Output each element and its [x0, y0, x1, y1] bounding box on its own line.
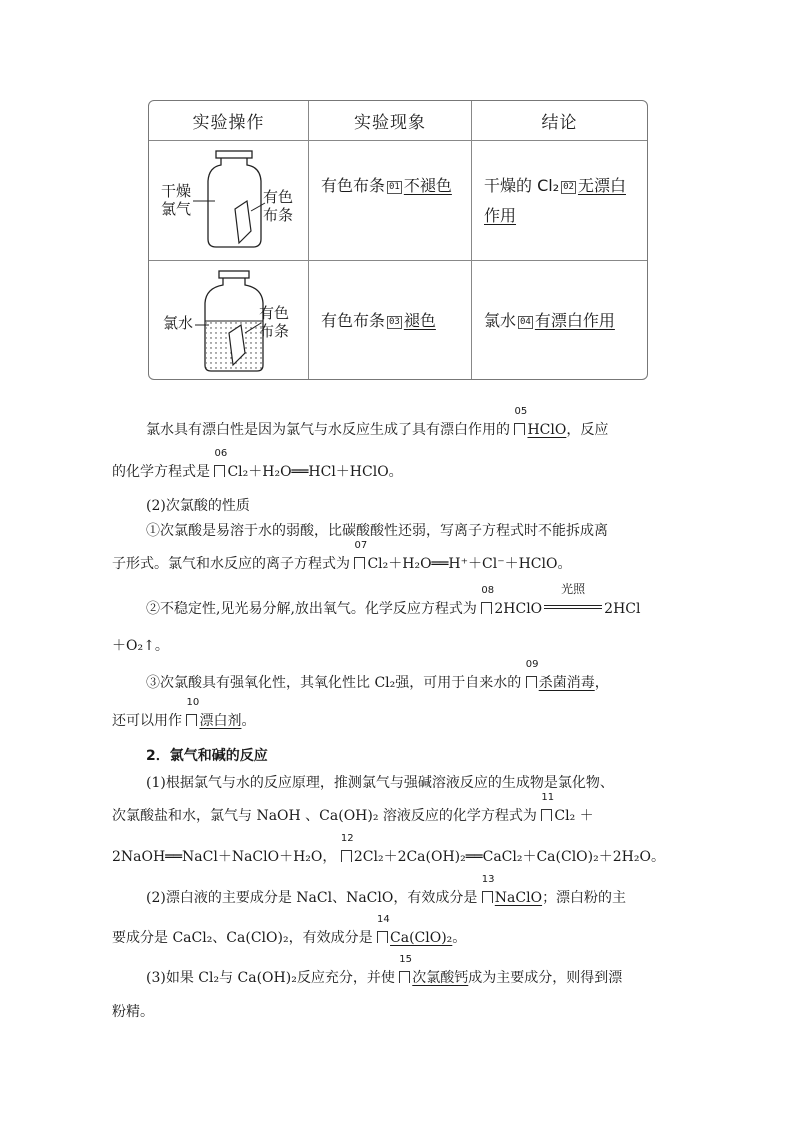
table-row [149, 261, 647, 380]
answer-blank-05: 05 HClO [514, 406, 567, 438]
phenomenon-cell-1: 有色布条 01 不褪色 [309, 141, 472, 260]
text-line: (1)根据氯气与水的反应原理，推测氯气与强碱溶液反应的生成物是氯化物、 [146, 775, 614, 791]
answer-blank-11: 11 [541, 804, 554, 828]
answer-number-box: 04 [520, 317, 531, 327]
header-conclusion: 结论 [541, 113, 578, 133]
answer-text: 褪色 [403, 311, 436, 330]
text-line: 粉精。 [112, 1004, 154, 1020]
answer-text: 不褪色 [403, 176, 452, 195]
table-row [149, 141, 647, 261]
text-line: 的化学方程式是 06 Cl₂＋H₂O══HCl＋HClO。 [112, 460, 682, 484]
answer-text: 无漂白作用 [484, 176, 626, 225]
label-chlorine-water: 氯水 [163, 314, 194, 332]
label-cloth: 布条 [259, 322, 290, 340]
text-line: (2)漂白液的主要成分是 NaCl、NaClO，有效成分是 13 NaClO；漂白粉的主 [146, 886, 686, 910]
text-line: 还可以用作 10 漂白剂。 [112, 709, 682, 733]
chlorine-water-bottle-illustration [149, 261, 309, 380]
text-line: ②不稳定性,见光易分解,放出氧气。化学反应方程式为 08 2HClO 光照 2HCl [146, 597, 686, 621]
answer-blank-10: 10 漂白剂 [186, 697, 242, 729]
text-line: ①次氯酸是易溶于水的弱酸，比碳酸酸性还弱，写离子方程式时不能拆成离 [146, 523, 608, 539]
header-operation: 实验操作 [149, 101, 309, 140]
answer-blank-15: 15 次氯酸钙 [399, 954, 469, 986]
answer-blank-13: 13 NaClO [481, 874, 543, 906]
dry-chlorine-bottle-illustration [149, 141, 309, 260]
label-colored: 有色 [259, 304, 290, 322]
answer-blank-14: 14 Ca(ClO)₂ [377, 914, 453, 946]
text-line: 2NaOH══NaCl＋NaClO＋H₂O， 12 2Cl₂＋2Ca(OH)₂══CaCl₂＋Ca(ClO)₂＋2H₂O。 [112, 845, 682, 869]
text-line: 子形式。氯气和水反应的离子方程式为 07 Cl₂＋H₂O══H⁺＋Cl⁻＋HClO。 [112, 552, 682, 576]
header-phenomenon: 实验现象 [309, 101, 472, 140]
conclusion-cell-1: 干燥的 Cl₂ 02 无漂白作用 [484, 176, 626, 225]
label-cloth: 布条 [263, 206, 294, 224]
answer-blank-12: 12 [341, 845, 354, 869]
answer-text: 有漂白作用 [534, 311, 615, 330]
text-line: ＋O₂↑。 [112, 638, 169, 654]
text-line: 要成分是 CaCl₂、Ca(ClO)₂，有效成分是 14 Ca(ClO)₂。 [112, 926, 682, 950]
text-line: (3)如果 Cl₂与 Ca(OH)₂反应充分，并使 15 次氯酸钙成为主要成分，则得到漂 [146, 966, 686, 990]
label-dry: 干燥 [161, 182, 192, 200]
answer-number-box: 02 [563, 182, 574, 192]
answer-number-box: 01 [389, 182, 400, 192]
table-header-row [149, 101, 647, 141]
label-chlorine: 氯气 [161, 200, 192, 218]
text-line: 氯水具有漂白性是因为氯气与水反应生成了具有漂白作用的 05 HClO，反应 [146, 418, 686, 442]
answer-blank-08: 08 2HClO 光照 2HCl [481, 597, 640, 621]
text-line: 次氯酸盐和水，氯气与 NaOH 、Ca(OH)₂ 溶液反应的化学方程式为 11 Cl₂ ＋ [112, 804, 682, 828]
reaction-condition: 光照 [542, 597, 604, 621]
answer-blank-09: 09 杀菌消毒 [525, 659, 595, 691]
answer-blank-06: 06 Cl₂＋H₂O══HCl＋HClO。 [214, 448, 403, 480]
phenomenon-cell-2: 有色布条 03 褪色 [309, 261, 472, 380]
experiment-table [148, 100, 648, 380]
section-heading: 2．氯气和碱的反应 [146, 748, 268, 764]
answer-number-box: 03 [389, 317, 400, 327]
answer-blank-07: 07 Cl₂＋H₂O══H⁺＋Cl⁻＋HClO。 [354, 540, 572, 572]
label-colored: 有色 [263, 188, 294, 206]
conclusion-cell-2: 氯水 04 有漂白作用 [484, 311, 615, 330]
text-line: ③次氯酸具有强氧化性，其氧化性比 Cl₂强，可用于自来水的 09 杀菌消毒， [146, 671, 686, 695]
section-title: (2)次氯酸的性质 [146, 498, 250, 514]
